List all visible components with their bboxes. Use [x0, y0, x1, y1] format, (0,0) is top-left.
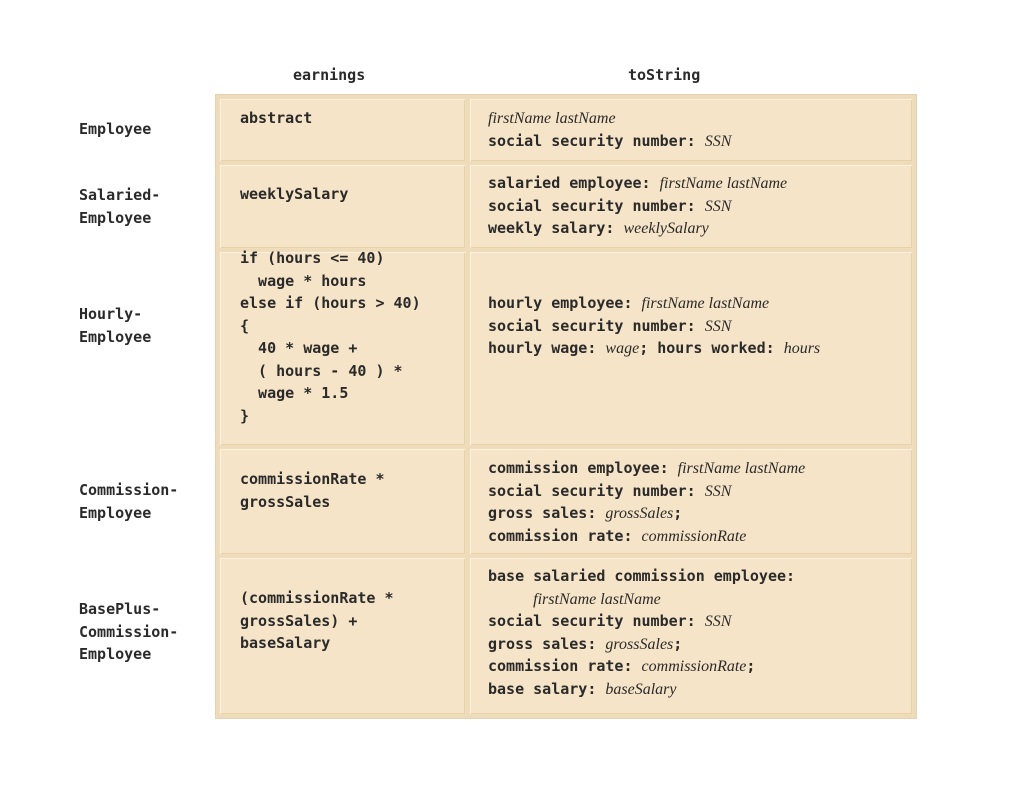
tostring-literal: weekly salary: [488, 219, 624, 237]
tostring-literal: commission rate: [488, 526, 642, 545]
earnings-text [240, 107, 312, 130]
tostring-line [488, 172, 787, 195]
earnings-line: 40 * wage + [240, 339, 358, 357]
tostring-placeholder: firstName lastName [533, 590, 661, 608]
tostring-text [488, 565, 795, 700]
tostring-placeholder: firstName lastName [659, 175, 788, 192]
earnings-text [240, 247, 421, 427]
row-label [79, 184, 160, 229]
tostring-literal: gross sales: [488, 504, 606, 522]
row-label [79, 479, 178, 524]
earnings-line: baseSalary [240, 634, 331, 652]
tostring-literal: ; [673, 504, 683, 522]
row-label-line: Commission- [79, 622, 179, 641]
tostring-placeholder: SSN [704, 613, 732, 630]
earnings-line: grossSales [240, 492, 331, 511]
tostring-literal: base salaried commission employee: [488, 567, 796, 585]
tostring-column-header: toString [628, 66, 701, 84]
tostring-placeholder: SSN [704, 482, 732, 500]
tostring-placeholder: weeklySalary [623, 220, 709, 237]
tostring-line [488, 588, 795, 611]
tostring-line [488, 315, 820, 338]
tostring-line [488, 502, 805, 525]
row-label-line: Employee [79, 208, 152, 227]
tostring-literal: gross sales: [488, 634, 606, 653]
tostring-literal: ; hours worked: [639, 339, 784, 357]
earnings-line: commissionRate * [240, 470, 385, 488]
tostring-literal: hourly employee: [488, 294, 642, 312]
tostring-literal: hourly wage: [488, 339, 606, 357]
row-label-line: Employee [79, 503, 152, 522]
earnings-line: if (hours <= 40) [240, 249, 385, 267]
earnings-line: wage * hours [240, 271, 367, 290]
tostring-text [488, 107, 731, 152]
earnings-text [240, 587, 394, 655]
tostring-line [488, 217, 787, 240]
row-label [79, 303, 151, 348]
tostring-line [488, 292, 820, 315]
earnings-line: ( hours - 40 ) * [240, 361, 403, 380]
tostring-literal: commission rate: [488, 657, 642, 675]
tostring-literal: ; [746, 657, 756, 675]
tostring-line [488, 480, 805, 503]
tostring-placeholder: grossSales [605, 505, 674, 522]
row-label [79, 598, 178, 666]
tostring-placeholder: firstName lastName [641, 295, 770, 312]
tostring-text [488, 172, 787, 240]
tostring-line [488, 565, 795, 588]
earnings-line: abstract [240, 109, 313, 127]
tostring-placeholder: SSN [704, 317, 732, 335]
earnings-line: (commissionRate * [240, 589, 394, 607]
tostring-placeholder: firstName lastName [488, 110, 616, 127]
row-label-line: Employee [79, 120, 152, 138]
tostring-placeholder: wage [605, 340, 640, 357]
polymorphism-table [216, 95, 916, 718]
row-label [79, 118, 151, 141]
tostring-literal: base salary: [488, 679, 606, 698]
row-label-line: Salaried- [79, 186, 161, 204]
tostring-placeholder: firstName lastName [677, 460, 806, 477]
tostring-line [488, 633, 795, 656]
tostring-literal: social security number: [488, 316, 705, 335]
earnings-text [240, 183, 348, 206]
earnings-text [240, 468, 385, 513]
tostring-literal: social security number: [488, 196, 705, 215]
tostring-placeholder: hours [783, 340, 821, 357]
tostring-placeholder: commissionRate [641, 527, 747, 545]
tostring-line [488, 107, 731, 130]
tostring-literal: ; [673, 634, 683, 653]
earnings-line: wage * 1.5 [240, 384, 349, 402]
row-label-line: BasePlus- [79, 600, 161, 618]
tostring-line [488, 337, 820, 360]
earnings-line: } [240, 406, 250, 425]
tostring-literal: salaried employee: [488, 174, 660, 192]
tostring-literal [488, 590, 533, 608]
earnings-column-header: earnings [293, 66, 366, 84]
tostring-line [488, 610, 795, 633]
tostring-placeholder: SSN [704, 197, 732, 215]
tostring-line [488, 525, 805, 548]
row-label-line: Employee [79, 327, 152, 346]
tostring-text [488, 457, 805, 547]
tostring-line [488, 457, 805, 480]
tostring-literal: commission employee: [488, 459, 678, 477]
tostring-placeholder: SSN [704, 132, 732, 150]
earnings-line: else if (hours > 40) [240, 294, 421, 312]
tostring-literal: social security number: [488, 612, 705, 630]
row-label-line: Hourly- [79, 305, 143, 323]
earnings-line: { [240, 316, 250, 335]
tostring-placeholder: baseSalary [605, 680, 677, 698]
tostring-line [488, 195, 787, 218]
tostring-literal: social security number: [488, 131, 705, 150]
tostring-text [488, 292, 820, 360]
tostring-line [488, 655, 795, 678]
tostring-placeholder: grossSales [605, 635, 674, 653]
earnings-line: grossSales) + [240, 611, 358, 630]
row-label-line: Employee [79, 645, 152, 663]
tostring-placeholder: commissionRate [641, 658, 747, 675]
row-label-line: Commission- [79, 481, 179, 499]
tostring-line [488, 678, 795, 701]
earnings-cell [219, 164, 466, 249]
tostring-literal: social security number: [488, 481, 705, 500]
earnings-line: weeklySalary [240, 185, 349, 203]
tostring-line [488, 130, 731, 153]
